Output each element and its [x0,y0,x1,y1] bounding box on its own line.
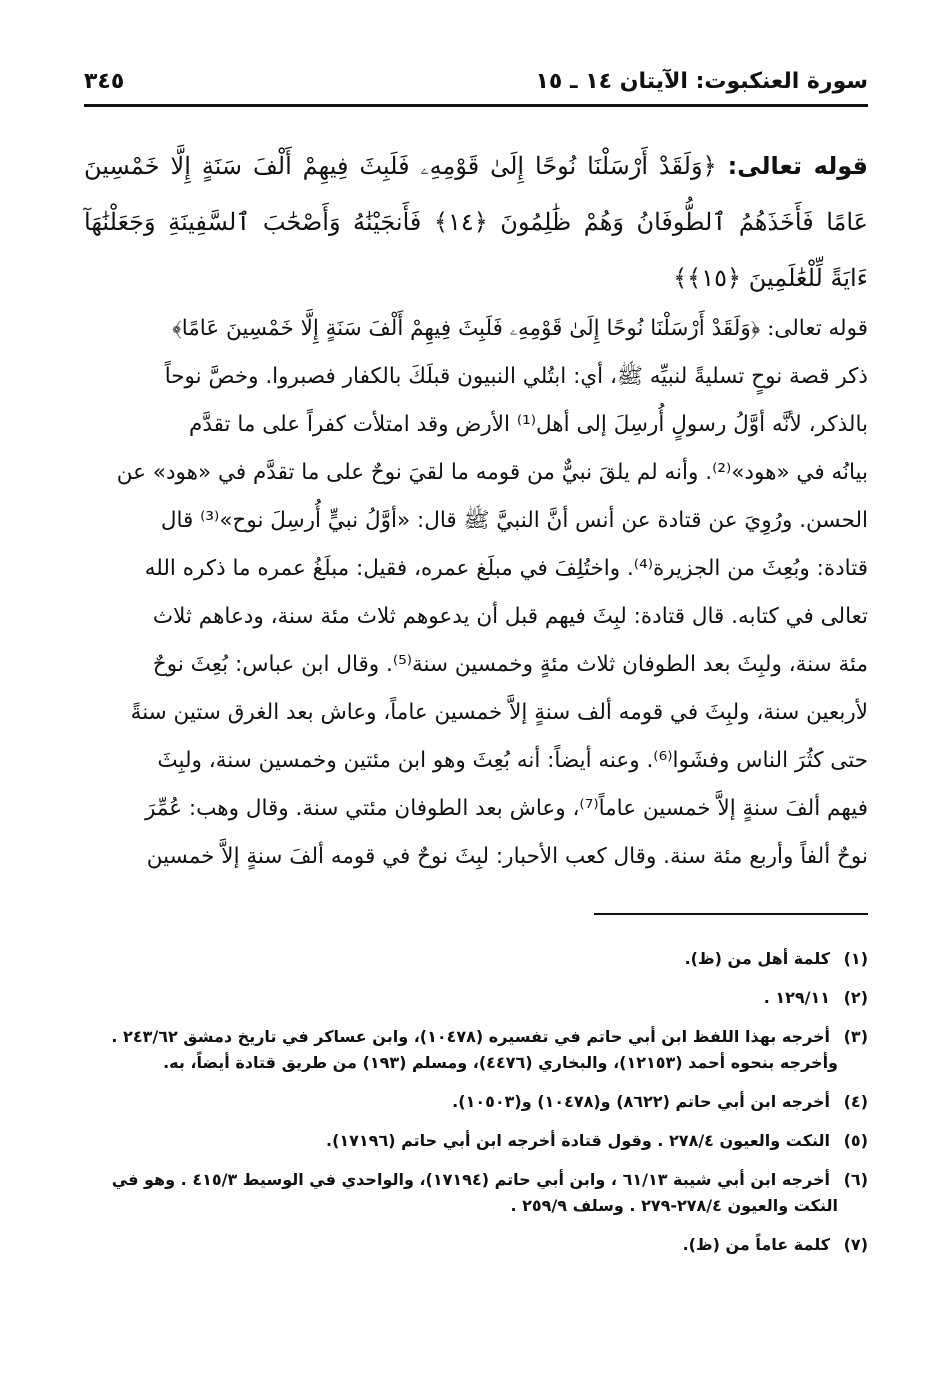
footnote [84,985,868,1011]
footnote-number: (٧) [843,1235,868,1254]
footnote [84,1232,868,1258]
footnote-number: (٣) [843,1027,868,1046]
footnote-text: كلمة أهل من (ظ). [684,949,831,968]
footnote-number: (٥) [843,1131,868,1150]
verse-text: ﴿وَلَقَدْ أَرْسَلْنَا نُوحًا إِلَىٰ قَوْمِهِۦ فَلَبِثَ فِيهِمْ أَلْفَ سَنَةٍ إِلَّا خَمْسِينَ عَامًا فَأَخَذَهُمُ ٱلطُّوفَانُ وَهُمْ ظَٰلِمُونَ ﴿١٤﴾ فَأَنجَيْنَٰهُ وَأَصْحَٰبَ ٱلسَّفِينَةِ وَجَعَلْنَٰهَآ ءَايَةً لِّلْعَٰلَمِينَ ﴿١٥﴾﴾ [84,152,868,292]
footnote [84,1089,868,1115]
footnote-continuation: وأخرجه بنحوه أحمد (١٢١٥٣)، والبخاري (٤٤٧٦)، ومسلم (١٩٣) من طريق قتادة أيضاً، به. [163,1053,838,1072]
footnote-text: أخرجه ابن أبي حاتم (٨٦٢٢) و(١٠٤٧٨) و(١٠٥٠٣). [452,1092,831,1111]
body-line: قوله تعالى: ﴿وَلَقَدْ أَرْسَلْنَا نُوحًا إِلَىٰ قَوْمِهِۦ فَلَبِثَ فِيهِمْ أَلْفَ سَنَةٍ إِلَّا خَمْسِينَ عَامًا﴾ [172,316,868,341]
header-rule [84,104,868,107]
footnote-text: أخرجه ابن أبي شيبة ٦١/١٣ ، وابن أبي حاتم (١٧١٩٤)، والواحدي في الوسيط ٤١٥/٣ . وهو في [111,1170,831,1189]
body-line: حتى كثُرَ الناس وفشَوا⁽⁶⁾. وعنه أيضاً: أنه بُعِثَ وهو ابن مئتين وخمسين سنة، ولبِثَ [157,748,868,773]
body-line: الحسن. ورُوِيَ عن قتادة عن أنس أنَّ النبيَّ ﷺ قال: «أوَّلُ نبيٍّ أُرسِلَ نوح»⁽³⁾ قال [160,508,868,533]
body-line: فيهم ألفَ سنةٍ إلاَّ خمسين عاماً⁽⁷⁾، وعاش بعد الطوفان مئتي سنة. وقال وهب: عُمِّرَ [144,796,868,821]
commentary-body [84,305,868,881]
footnote-text: النكت والعيون ٢٧٨/٤ . وقول قتادة أخرجه ابن أبي حاتم (١٧١٩٦). [325,1131,831,1150]
footnote [84,946,868,972]
body-line: بيانُه في «هود»⁽²⁾. وأنه لم يلقَ نبيٌّ من قومه ما لقيَ نوحٌ على ما تقدَّم في «هود» عن [116,460,868,485]
running-title: سورة العنكبوت: الآيتان ١٤ ـ ١٥ [535,68,868,94]
body-line: نوحٌ ألفاً وأربع مئة سنة. وقال كعب الأحبار: لبِثَ نوحٌ في قومه ألفَ سنةٍ إلاَّ خمسين [146,844,868,869]
verse-lead: قوله تعالى: [727,152,868,180]
body-line: مئة سنة، ولبِثَ بعد الطوفان ثلاث مئةٍ وخمسين سنة⁽⁵⁾. وقال ابن عباس: بُعِثَ نوحٌ [152,652,868,677]
page-header [84,64,868,98]
footnote-number: (١) [843,949,868,968]
footnote [84,1024,868,1076]
footnote [84,1128,868,1154]
footnote-continuation: النكت والعيون ٢٧٨/٤-٢٧٩ . وسلف ٢٥٩/٩ . [510,1196,838,1215]
footnote-number: (٤) [843,1092,868,1111]
footnote-text: أخرجه بهذا اللفظ ابن أبي حاتم في تفسيره (١٠٤٧٨)، وابن عساكر في تاريخ دمشق ٢٤٣/٦٢ . [111,1027,831,1046]
body-line: بالذكر، لأنَّه أوَّلُ رسولٍ أُرسِلَ إلى أهل⁽¹⁾ الأرض وقد امتلأت كفراً على ما تقدَّم [189,412,868,437]
body-line: تعالى في كتابه. قال قتادة: لبِثَ فيهم قبل أن يدعوهم ثلاث مئة سنة، ودعاهم ثلاث [152,604,868,629]
footnotes [84,946,868,1271]
body-line: قتادة: وبُعِثَ من الجزيرة⁽⁴⁾. واختُلِفَ في مبلَغ عمره، فقيل: مبلَغُ عمره ما ذكره الله [144,556,868,581]
body-line: لأربعين سنة، ولبِثَ في قومه ألف سنةٍ إلاَّ خمسين عاماً، وعاش بعد الغرق ستين سنةً [130,700,868,725]
footnote-number: (٢) [843,988,868,1007]
footnote-text: ١٢٩/١١ . [763,988,831,1007]
verse-heading [84,138,868,306]
page-number: ٣٤٥ [84,68,125,94]
footnote-separator [594,913,868,915]
footnote [84,1167,868,1219]
footnote-number: (٦) [843,1170,868,1189]
footnote-text: كلمة عاماً من (ظ). [682,1235,831,1254]
body-line: ذكر قصة نوحٍ تسليةً لنبيِّه ﷺ، أي: ابتُلي النبيون قبلَكَ بالكفار فصبروا. وخصَّ نوحاً [164,364,868,389]
